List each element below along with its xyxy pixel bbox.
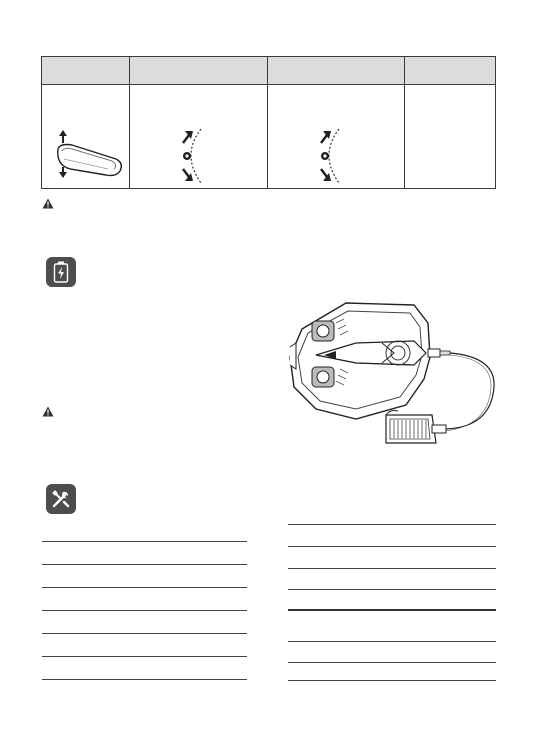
table-column-divider [404, 57, 405, 188]
table-rule [288, 546, 496, 547]
mower-with-charger-illustration [286, 297, 501, 445]
table-column-divider [267, 57, 268, 188]
handle-tilt-illustration [50, 129, 126, 185]
table-rule [42, 633, 247, 634]
rotate-arc-illustration [305, 125, 365, 187]
table-rule [42, 610, 247, 611]
tools-icon [46, 484, 76, 514]
table-rule [288, 662, 496, 663]
table-rule [42, 656, 247, 657]
table-rule [42, 587, 247, 588]
table-rule [42, 541, 247, 542]
table-rule [42, 564, 247, 565]
table-rule [288, 680, 496, 681]
table-rule [288, 568, 496, 569]
warning-triangle-icon [42, 404, 54, 422]
table-column-divider [129, 57, 130, 188]
rotate-arc-illustration [167, 125, 227, 187]
table-rule [42, 679, 247, 680]
table-rule [288, 609, 496, 611]
table-rule [288, 524, 496, 525]
battery-charge-icon [46, 257, 76, 287]
settings-table [41, 56, 496, 189]
table-header-row [42, 57, 495, 85]
table-rule [288, 641, 496, 642]
table-rule [288, 589, 496, 590]
warning-triangle-icon [42, 196, 54, 214]
